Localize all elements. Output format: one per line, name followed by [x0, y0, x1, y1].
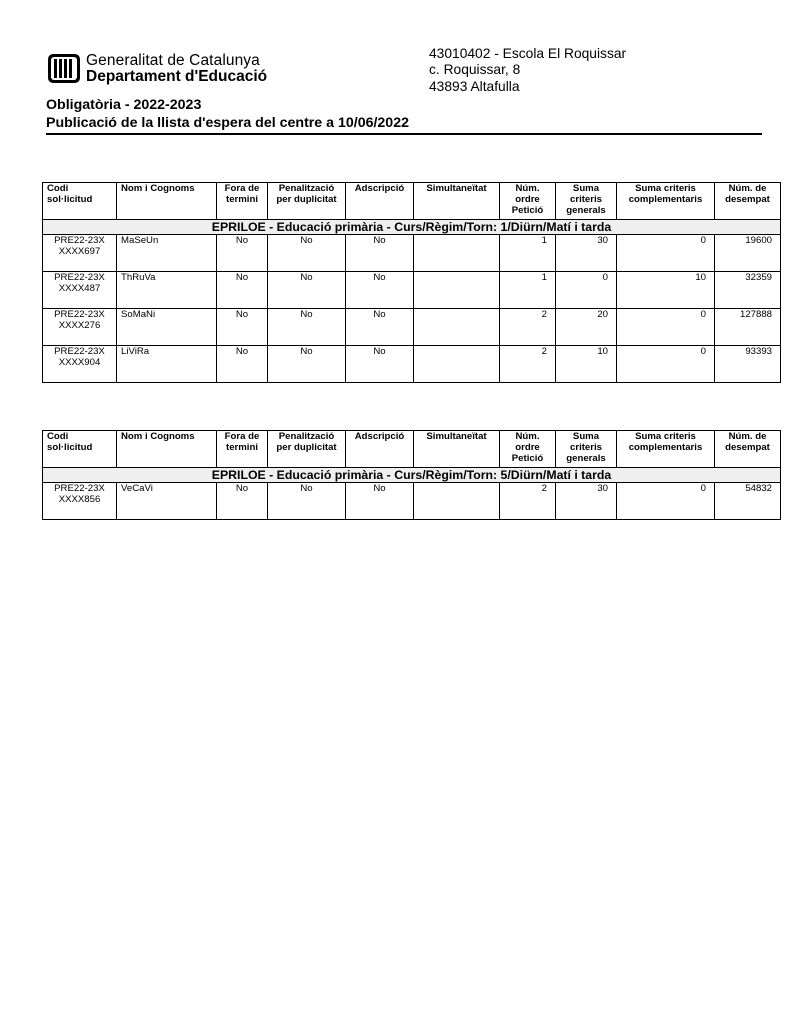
col-header-codi: Codi sol·licitud [43, 431, 117, 468]
col-header-nom: Nom i Cognoms [117, 431, 217, 468]
cell-codi: PRE22-23XXXXX487 [43, 272, 117, 309]
cell-nom: MaSeUn [117, 235, 217, 272]
table-row [43, 309, 781, 346]
cell-penal: No [268, 309, 346, 346]
cell-ordre: 2 [500, 346, 556, 383]
department-name: Departament d'Educació [86, 68, 268, 85]
cell-nom: ThRuVa [117, 272, 217, 309]
cell-fora: No [217, 346, 268, 383]
cell-desempat: 93393 [715, 346, 781, 383]
cell-suma-comp: 0 [617, 309, 715, 346]
col-header-simult: Simultaneïtat [414, 431, 500, 468]
cell-nom: LiViRa [117, 346, 217, 383]
cell-penal: No [268, 272, 346, 309]
cell-adscr: No [346, 346, 414, 383]
table-row [43, 235, 781, 272]
col-header-suma-gen: Suma criteris generals [556, 183, 617, 220]
cell-adscr: No [346, 309, 414, 346]
cell-ordre: 2 [500, 483, 556, 520]
cell-suma-gen: 0 [556, 272, 617, 309]
cell-fora: No [217, 483, 268, 520]
cell-suma-gen: 10 [556, 346, 617, 383]
school-city: 43893 Altafulla [429, 78, 520, 94]
col-header-fora: Fora de termini [217, 183, 268, 220]
cell-simult [414, 235, 500, 272]
cell-adscr: No [346, 483, 414, 520]
cell-simult [414, 309, 500, 346]
cell-suma-comp: 10 [617, 272, 715, 309]
page-title: Obligatòria - 2022-2023 [46, 97, 202, 113]
page-subtitle: Publicació de la llista d'espera del centre a 10/06/2022 [46, 115, 409, 131]
cell-fora: No [217, 235, 268, 272]
cell-ordre: 1 [500, 235, 556, 272]
cell-simult [414, 483, 500, 520]
col-header-desempat: Núm. de desempat [715, 431, 781, 468]
cell-penal: No [268, 483, 346, 520]
cell-desempat: 32359 [715, 272, 781, 309]
cell-penal: No [268, 346, 346, 383]
cell-codi: PRE22-23XXXXX697 [43, 235, 117, 272]
col-header-suma-comp: Suma criteris complementaris [617, 183, 715, 220]
col-header-suma-comp: Suma criteris complementaris [617, 431, 715, 468]
cell-penal: No [268, 235, 346, 272]
cell-suma-gen: 30 [556, 483, 617, 520]
col-header-fora: Fora de termini [217, 431, 268, 468]
cell-desempat: 19600 [715, 235, 781, 272]
cell-ordre: 2 [500, 309, 556, 346]
school-street: c. Roquissar, 8 [429, 62, 521, 78]
cell-desempat: 127888 [715, 309, 781, 346]
col-header-adscr: Adscripció [346, 431, 414, 468]
header-divider [46, 133, 762, 135]
waiting-list-table-2 [42, 430, 781, 520]
cell-codi: PRE22-23XXXXX904 [43, 346, 117, 383]
school-address [429, 46, 626, 95]
table-row [43, 483, 781, 520]
cell-adscr: No [346, 235, 414, 272]
generalitat-logo-icon [48, 54, 80, 83]
col-header-desempat: Núm. de desempat [715, 183, 781, 220]
cell-nom: SoMaNi [117, 309, 217, 346]
cell-suma-gen: 20 [556, 309, 617, 346]
waiting-list-table-1 [42, 182, 781, 383]
cell-suma-comp: 0 [617, 483, 715, 520]
cell-desempat: 54832 [715, 483, 781, 520]
cell-fora: No [217, 309, 268, 346]
table-row [43, 346, 781, 383]
org-name: Generalitat de Catalunya [86, 52, 260, 69]
col-header-codi: Codi sol·licitud [43, 183, 117, 220]
cell-suma-comp: 0 [617, 235, 715, 272]
cell-suma-comp: 0 [617, 346, 715, 383]
cell-fora: No [217, 272, 268, 309]
cell-simult [414, 346, 500, 383]
col-header-penal: Penalització per duplicitat [268, 431, 346, 468]
col-header-nom: Nom i Cognoms [117, 183, 217, 220]
cell-codi: PRE22-23XXXXX276 [43, 309, 117, 346]
table-caption: EPRILOE - Educació primària - Curs/Règim/Torn: 1/Diürn/Matí i tarda [43, 220, 781, 235]
cell-nom: VeCaVi [117, 483, 217, 520]
cell-codi: PRE22-23XXXXX856 [43, 483, 117, 520]
table-caption: EPRILOE - Educació primària - Curs/Règim/Torn: 5/Diürn/Matí i tarda [43, 468, 781, 483]
school-name: 43010402 - Escola El Roquissar [429, 46, 627, 61]
cell-adscr: No [346, 272, 414, 309]
cell-suma-gen: 30 [556, 235, 617, 272]
cell-ordre: 1 [500, 272, 556, 309]
col-header-adscr: Adscripció [346, 183, 414, 220]
col-header-simult: Simultaneïtat [414, 183, 500, 220]
col-header-suma-gen: Suma criteris generals [556, 431, 617, 468]
col-header-ordre: Núm. ordre Petició [500, 183, 556, 220]
table-row [43, 272, 781, 309]
col-header-ordre: Núm. ordre Petició [500, 431, 556, 468]
col-header-penal: Penalització per duplicitat [268, 183, 346, 220]
cell-simult [414, 272, 500, 309]
